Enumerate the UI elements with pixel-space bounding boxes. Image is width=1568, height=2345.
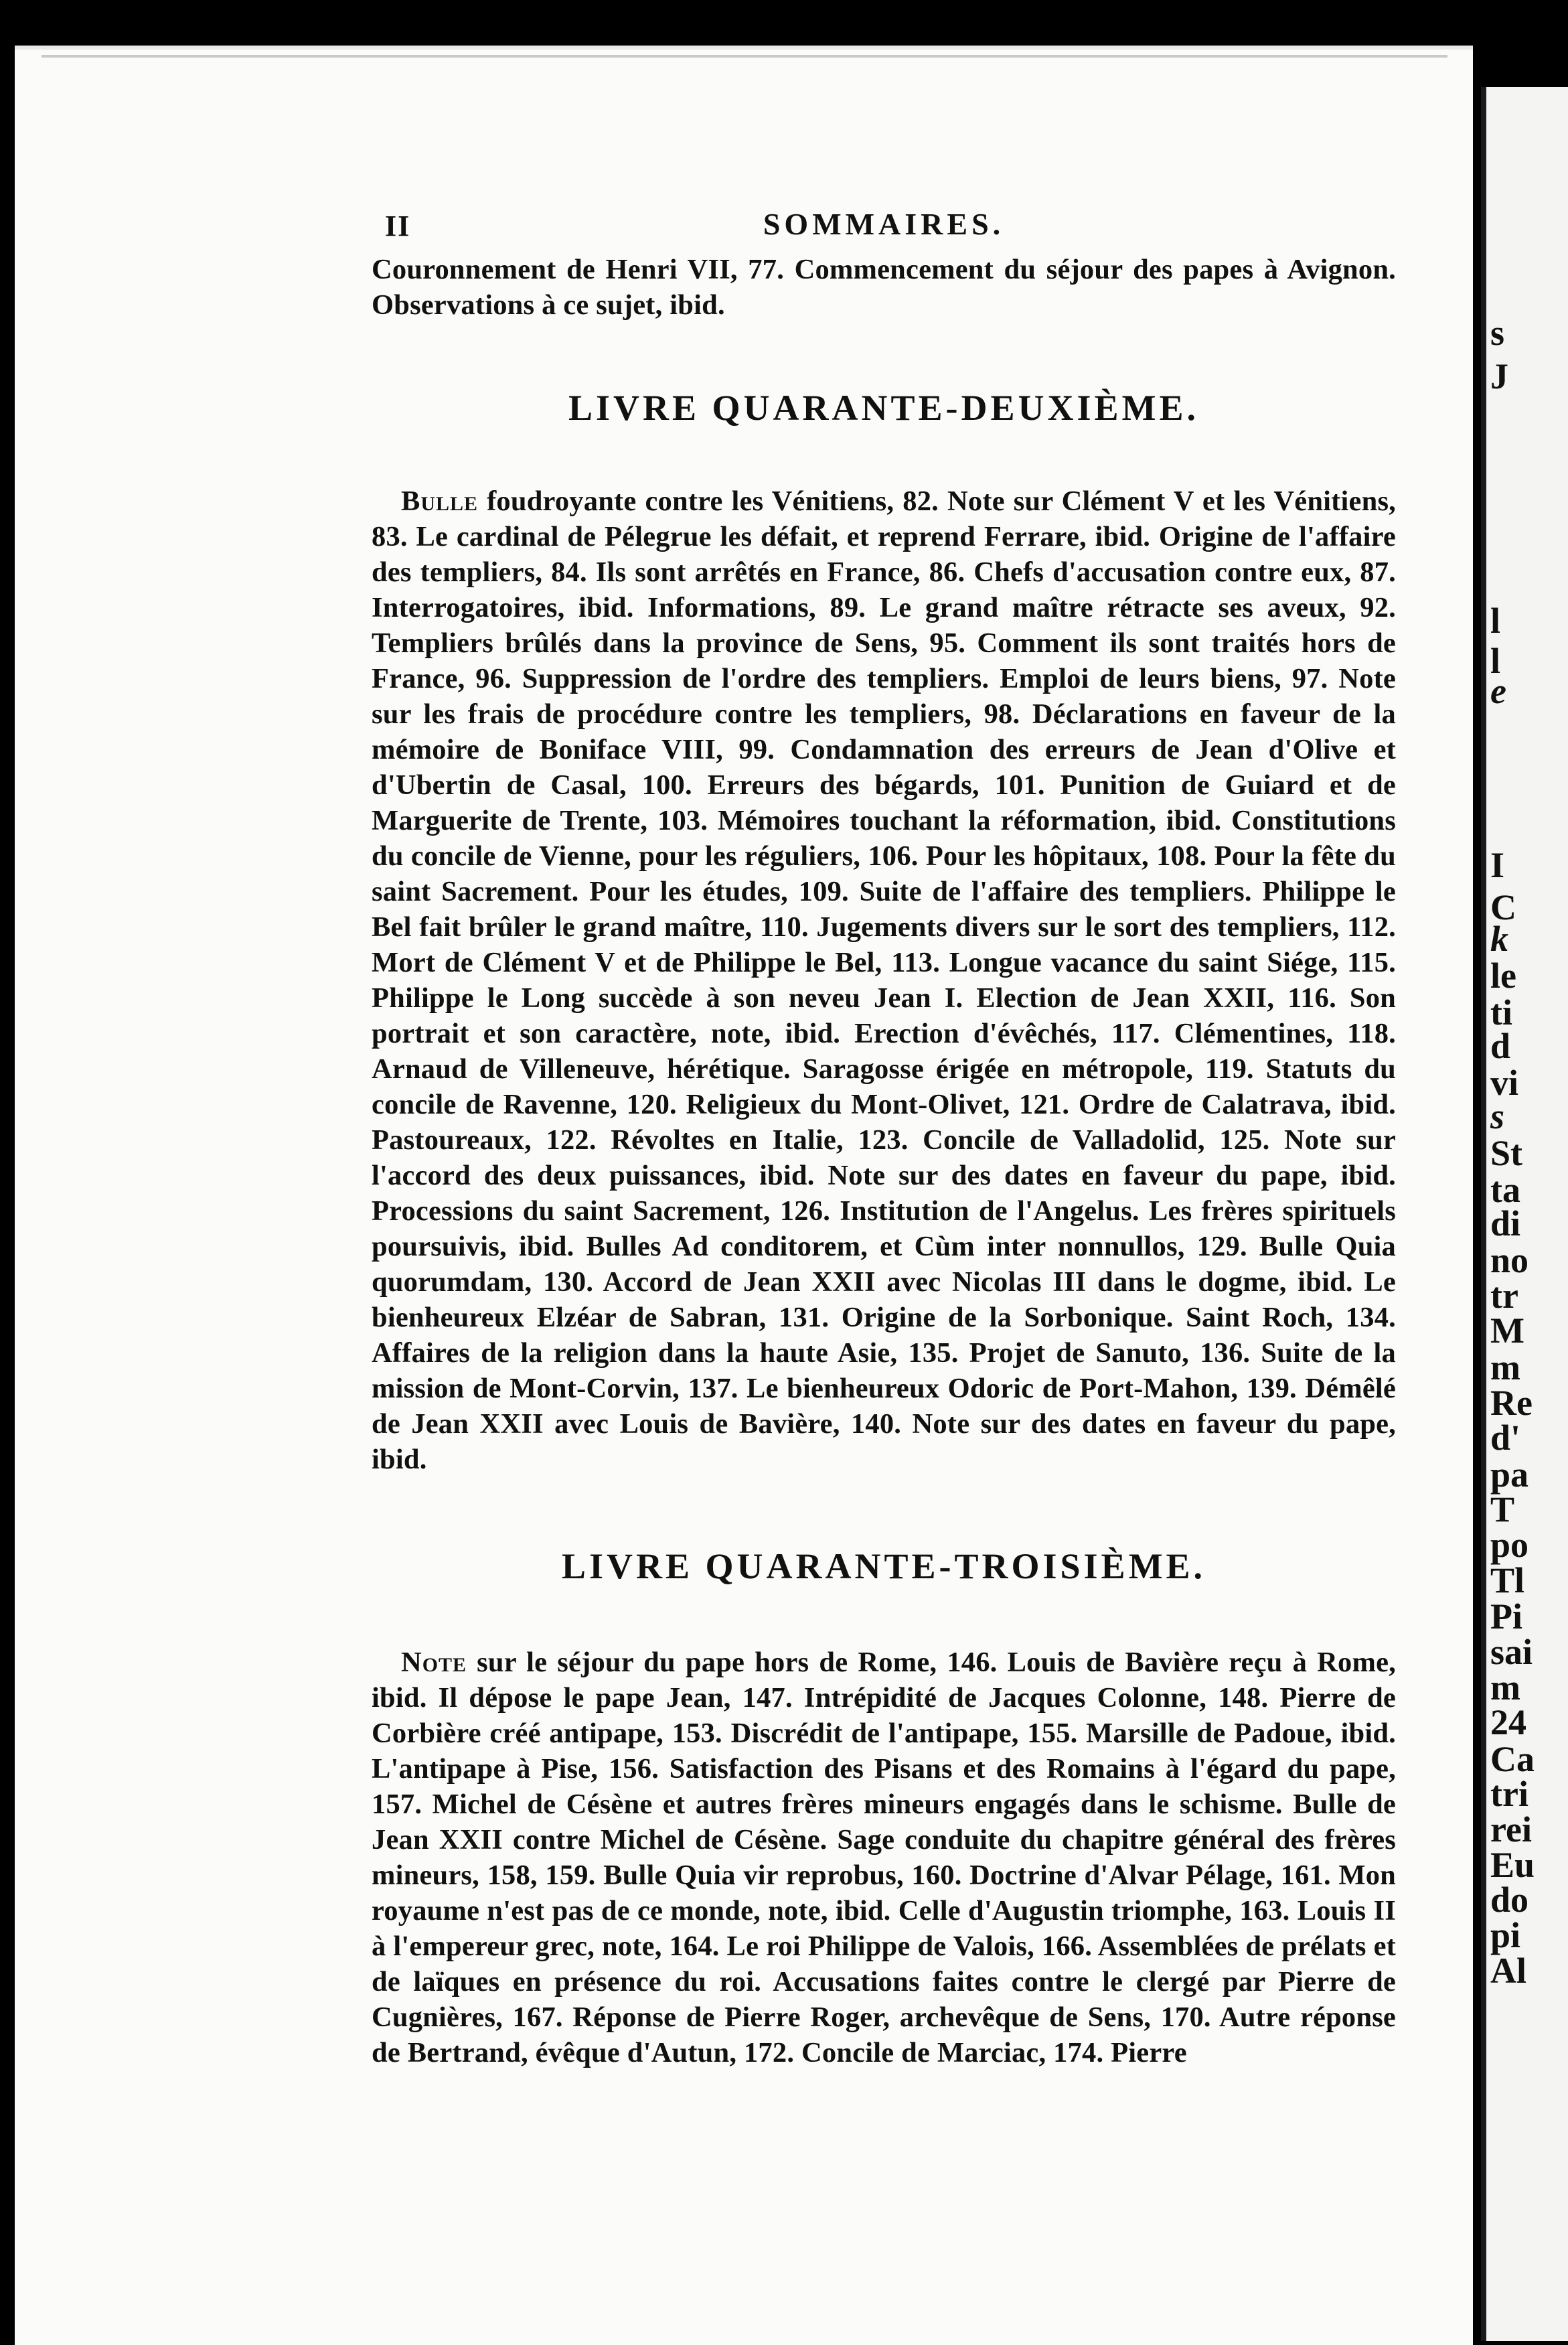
fragment: l [1490, 641, 1501, 681]
fragment: C [1490, 887, 1516, 927]
fragment: l [1490, 601, 1501, 641]
book-42-summary-text: foudroyante contre les Vénitiens, 82. Note sur Clément V et les Vénitiens, 83. Le cardinal de Pélegrue les défait, et reprend Ferrare, ibid. Origine de l'affaire des templiers, 84. Ils sont arrêtés en France, 86. Chefs d'accusation contre eux, 87. Interrogatoires, ibid. Informations, 89. Le grand maître rétracte ses aveux, 92. Templiers brûlés dans la province de Sens, 95. Comment ils sont traités hors de France, 96. Suppression de l'ordre des templiers. Emploi de leurs biens, 97. Note sur les frais de procédure contre les templiers, 98. Déclarations en faveur de la mémoire de Boniface VIII, 99. Condamnation des erreurs de Jean d'Olive et d'Ubertin de Casal, 100. Erreurs des bégards, 101. Punition de Guiard et de Marguerite de Trente, 103. Mémoires touchant la réformation, ibid. Constitutions du concile de Vienne, pour les réguliers, 106. Pour les hôpitaux, 108. Pour la fête du saint Sacrement. Pour les études, 109. Suite de l'affaire des templiers. Philippe le Bel fait brûler le grand maître, 110. Jugements divers sur le sort des templiers, 112. Mort de Clément V et de Philippe le Bel, 113. Longue vacance du saint Siége, 115. Philippe le Long succède à son neveu Jean I. Election de Jean XXII, 116. Son portrait et son caractère, note, ibid. Erection d'évêchés, 117. Clémentines, 118. Arnaud de Villeneuve, hérétique. Saragosse érigée en métropole, 119. Statuts du concile de Ravenne, 120. Religieux du Mont-Olivet, 121. Ordre de Calatrava, ibid. Pastoureaux, 122. Révoltes en Italie, 123. Concile de Valladolid, 125. Note sur l'accord des deux puissances, ibid. Note sur des dates en faveur du pape, ibid. Processions du saint Sacrement, 126. Institution de l'Angelus. Les frères spirituels poursuivis, ibid. Bulles Ad conditorem, et Cùm inter nonnullos, 129. Bulle Quia quorumdam, 130. Accord de Jean XXII avec Nicolas III dans le dogme, ibid. Le bienheureux Elzéar de Sabran, 131. Origine de la Sorbonique. Saint Roch, 134. Affaires de la religion dans la haute Asie, 135. Projet de Sanuto, 136. Suite de la mission de Mont-Corvin, 137. Le bienheureux Odoric de Port-Mahon, 139. Démêlé de Jean XXII avec Louis de Bavière, 140. Note sur des dates en faveur du pape, ibid. [372, 485, 1397, 1475]
book-42-summary [372, 483, 1396, 1477]
fragment: T [1490, 1489, 1515, 1529]
fragment: 24 [1490, 1702, 1526, 1742]
fragment: no [1490, 1240, 1529, 1280]
running-head [372, 194, 1396, 248]
fragment: k [1490, 919, 1508, 959]
fragment: le [1490, 956, 1516, 996]
book-43-summary [372, 1645, 1396, 2070]
fragment: di [1490, 1203, 1521, 1243]
fragment: Al [1490, 1951, 1526, 1991]
fragment: St [1490, 1133, 1523, 1173]
fragment: M [1490, 1310, 1524, 1351]
fragment: pa [1490, 1454, 1529, 1495]
fragment: pi [1490, 1915, 1521, 1955]
fragment: do [1490, 1880, 1529, 1920]
book-43-title: LIVRE QUARANTE-TROISIÈME. [561, 1546, 1206, 1586]
intro-paragraph: Couronnement de Henri VII, 77. Commencement du séjour des papes à Avignon. Observations à ce sujet, ibid. [372, 254, 1396, 321]
book-42-title: LIVRE QUARANTE-DEUXIÈME. [568, 388, 1200, 428]
fragment: tr [1490, 1276, 1518, 1316]
fragment: ta [1490, 1170, 1520, 1210]
page-content [372, 194, 1396, 2070]
fragment: Eu [1490, 1845, 1535, 1885]
page-top-edge [42, 55, 1447, 58]
fragment: Pi [1490, 1596, 1522, 1637]
fragment: s [1490, 1096, 1505, 1136]
book-43-lead-word: Note [401, 1647, 467, 1678]
fragment: m [1490, 1667, 1520, 1708]
fragment: tri [1490, 1774, 1528, 1814]
fragment: J [1490, 356, 1508, 396]
page-number: II [385, 210, 411, 242]
book-42-lead-word: Bulle [401, 485, 479, 517]
fragment: e [1490, 671, 1506, 711]
fragment: Re [1490, 1383, 1533, 1423]
fragment: Ca [1490, 1739, 1535, 1779]
running-title: SOMMAIRES. [763, 207, 1005, 241]
fragment: po [1490, 1525, 1529, 1565]
fragment: m [1490, 1347, 1520, 1387]
fragment: d' [1490, 1418, 1521, 1458]
fragment: Tl [1490, 1560, 1525, 1600]
book-43-summary-text: sur le séjour du pape hors de Rome, 146. Louis de Bavière reçu à Rome, ibid. Il dépose le pape Jean, 147. Intrépidité de Jacques Colonne, 148. Pierre de Corbière créé antipape, 153. Discrédit de l'antipape, 155. Marsille de Padoue, ibid. L'antipape à Pise, 156. Satisfaction des Pisans et des Romains à l'égard du pape, 157. Michel de Césène et autres frères mineurs engagés dans le schisme. Bulle de Jean XXII contre Michel de Césène. Sage conduite du chapitre général des frères mineurs, 158, 159. Bulle Quia vir reprobus, 160. Doctrine d'Alvar Pélage, 161. Mon royaume n'est pas de ce monde, note, ibid. Celle d'Augustin triomphe, 163. Louis II à l'empereur grec, note, 164. Le roi Philippe de Valois, 166. Assemblées de prélats et de laïques en présence du roi. Accusations faites contre le clergé par Pierre de Cugnières, 167. Réponse de Pierre Roger, archevêque de Sens, 170. Autre réponse de Bertrand, évêque d'Autun, 172. Concile de Marciac, 174. Pierre [372, 1647, 1396, 2068]
fragment: sai [1490, 1632, 1533, 1672]
fragment: vi [1490, 1063, 1519, 1103]
fragment: s [1490, 313, 1505, 353]
facing-page-edge [1481, 87, 1568, 2341]
fragment: ti [1490, 992, 1512, 1033]
fragment: d [1490, 1026, 1511, 1066]
page-gutter [1481, 87, 1486, 2341]
fragment: I [1490, 845, 1505, 885]
fragment: rei [1490, 1809, 1532, 1849]
